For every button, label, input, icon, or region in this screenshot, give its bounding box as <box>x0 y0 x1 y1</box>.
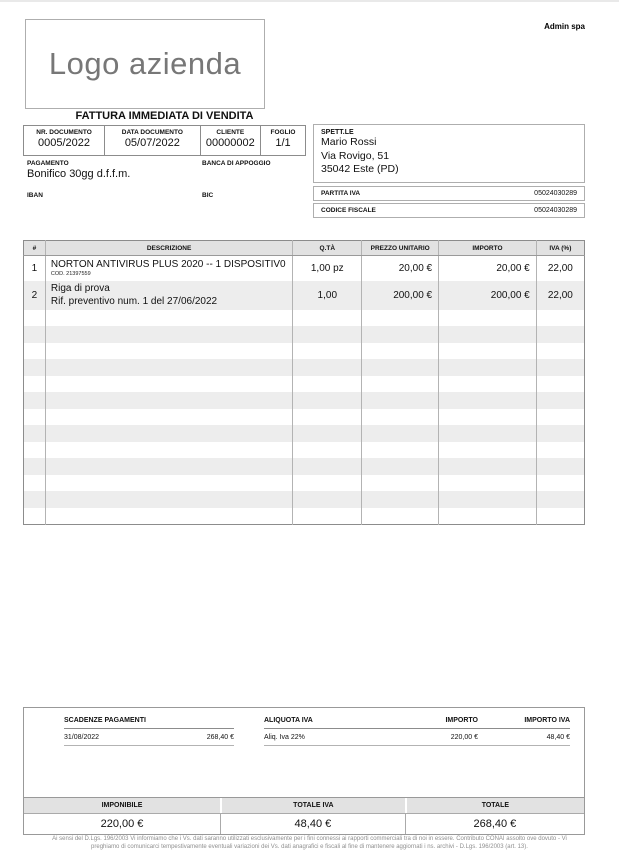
payment-deadlines-title: SCADENZE PAGAMENTI <box>64 717 234 729</box>
grand-total-value: 268,40 € <box>405 814 584 834</box>
empty-table-row <box>24 409 585 426</box>
partita-iva-row <box>313 186 585 201</box>
vat-rate-col-header: ALIQUOTA IVA <box>264 717 313 724</box>
vat-base-col-header: IMPORTO <box>445 717 478 724</box>
customer-address-city: 35042 Este (PD) <box>321 163 399 175</box>
items-header-row <box>24 241 585 256</box>
empty-table-row <box>24 508 585 525</box>
vat-rate-row <box>264 729 570 746</box>
item-amount: 20,00 € <box>439 256 537 281</box>
col-header-qty: Q.TÀ <box>293 241 362 256</box>
doc-client-label: CLIENTE <box>216 128 245 136</box>
empty-table-row <box>24 458 585 475</box>
empty-table-row <box>24 475 585 492</box>
customer-name: Mario Rossi <box>321 136 377 148</box>
item-qty: 1,00 pz <box>293 256 362 281</box>
item-amount: 200,00 € <box>439 281 537 310</box>
doc-number-label: NR. DOCUMENTO <box>36 128 92 136</box>
payment-deadlines-table <box>64 717 234 746</box>
document-title: FATTURA IMMEDIATA DI VENDITA <box>75 110 254 122</box>
vat-rates-header <box>264 717 570 729</box>
empty-table-row <box>24 376 585 393</box>
items-table <box>23 240 585 525</box>
company-logo <box>25 19 265 109</box>
vat-amount-col-header: IMPORTO IVA <box>524 717 570 724</box>
item-description-cell <box>45 256 292 281</box>
vat-total-label: TOTALE IVA <box>220 798 405 813</box>
empty-table-row <box>24 491 585 508</box>
item-code: COD. 21397559 <box>50 270 91 277</box>
vat-total-value: 48,40 € <box>220 814 405 834</box>
item-number: 1 <box>31 262 38 274</box>
items-tbody <box>24 256 585 525</box>
doc-date-cell <box>104 126 200 155</box>
payment-label: PAGAMENTO <box>27 160 69 167</box>
item-qty: 1,00 <box>293 281 362 310</box>
grand-total-label: TOTALE <box>405 798 584 813</box>
taxable-total-label: IMPONIBILE <box>101 802 143 809</box>
deadline-amount: 268,40 € <box>206 734 234 741</box>
deadline-date: 31/08/2022 <box>64 734 100 741</box>
codice-fiscale-value: 05024030289 <box>534 207 577 214</box>
partita-iva-value: 05024030289 <box>534 190 577 197</box>
customer-address-street: Via Rovigo, 51 <box>321 149 390 162</box>
item-vat: 22,00 <box>536 281 584 310</box>
doc-page-value: 1/1 <box>275 136 291 149</box>
empty-table-row <box>24 310 585 327</box>
company-name: Admin spa <box>544 22 585 31</box>
empty-table-row <box>24 442 585 459</box>
table-row <box>24 281 585 310</box>
item-unit-price: 20,00 € <box>362 256 439 281</box>
bank-label: BANCA DI APPOGGIO <box>202 160 271 167</box>
item-description: NORTON ANTIVIRUS PLUS 2020 -- 1 DISPOSITIV0 <box>50 258 286 270</box>
empty-table-row <box>24 326 585 343</box>
item-vat: 22,00 <box>536 256 584 281</box>
vat-amount-value: 48,40 € <box>546 734 570 741</box>
item-unit-price: 200,00 € <box>362 281 439 310</box>
summary-box <box>23 707 585 835</box>
col-header-unit-price: PREZZO UNITARIO <box>362 241 439 256</box>
item-description-cell <box>45 281 292 310</box>
taxable-total-value: 220,00 € <box>100 818 144 830</box>
customer-box <box>313 124 585 183</box>
table-row <box>24 256 585 281</box>
vat-rates-table <box>264 717 570 746</box>
logo-placeholder-text: Logo azienda <box>48 46 242 81</box>
document-info-table <box>23 125 306 156</box>
bic-label: BIC <box>202 192 214 199</box>
vat-base-value: 220,00 € <box>450 734 478 741</box>
col-header-description: DESCRIZIONE <box>45 241 292 256</box>
empty-table-row <box>24 359 585 376</box>
doc-page-label: FOGLIO <box>270 128 296 136</box>
doc-client-value: 00000002 <box>205 136 255 149</box>
doc-client-cell <box>200 126 260 155</box>
doc-date-label: DATA DOCUMENTO <box>121 128 183 136</box>
doc-page-cell <box>260 126 305 155</box>
col-header-vat: IVA (%) <box>536 241 584 256</box>
legal-footer-line1: Ai sensi del D.Lgs. 196/2003 Vi informiamo che i Vs. dati saranno utilizzati esclusivamente per i fini connessi ai rapporti commerciali tra di noi in essere. Contributo CONAI assolto ove dovuto - Vi <box>52 836 567 842</box>
payment-deadline-row <box>64 729 234 746</box>
customer-box-label: SPETT.LE <box>321 129 354 136</box>
totals-header-row <box>24 798 584 813</box>
doc-number-cell <box>24 126 104 155</box>
item-number: 2 <box>31 289 38 301</box>
codice-fiscale-row <box>313 203 585 218</box>
doc-date-value: 05/07/2022 <box>124 136 180 149</box>
partita-iva-label: PARTITA IVA <box>321 190 361 197</box>
empty-table-row <box>24 392 585 409</box>
totals-table <box>24 797 584 834</box>
empty-table-row <box>24 343 585 360</box>
payment-value: Bonifico 30gg d.f.f.m. <box>27 168 131 180</box>
iban-label: IBAN <box>27 192 43 199</box>
col-header-amount: IMPORTO <box>439 241 537 256</box>
codice-fiscale-label: CODICE FISCALE <box>321 207 376 214</box>
empty-table-row <box>24 425 585 442</box>
item-reference: Rif. preventivo num. 1 del 27/06/2022 <box>50 295 218 307</box>
item-description: Riga di prova <box>50 282 110 294</box>
col-header-num: # <box>24 241 46 256</box>
vat-rate-value: Aliq. Iva 22% <box>264 734 305 741</box>
doc-number-value: 0005/2022 <box>38 136 91 149</box>
totals-values-row <box>24 813 584 834</box>
legal-footer-line2: preghiamo di comunicarci tempestivamente eventuali variazioni dei Vs. dati anagrafici e fiscali al fine di mantenere aggiornati i ns. archivi - D.Lgs. 196/2003 (art. 13). <box>91 844 528 850</box>
